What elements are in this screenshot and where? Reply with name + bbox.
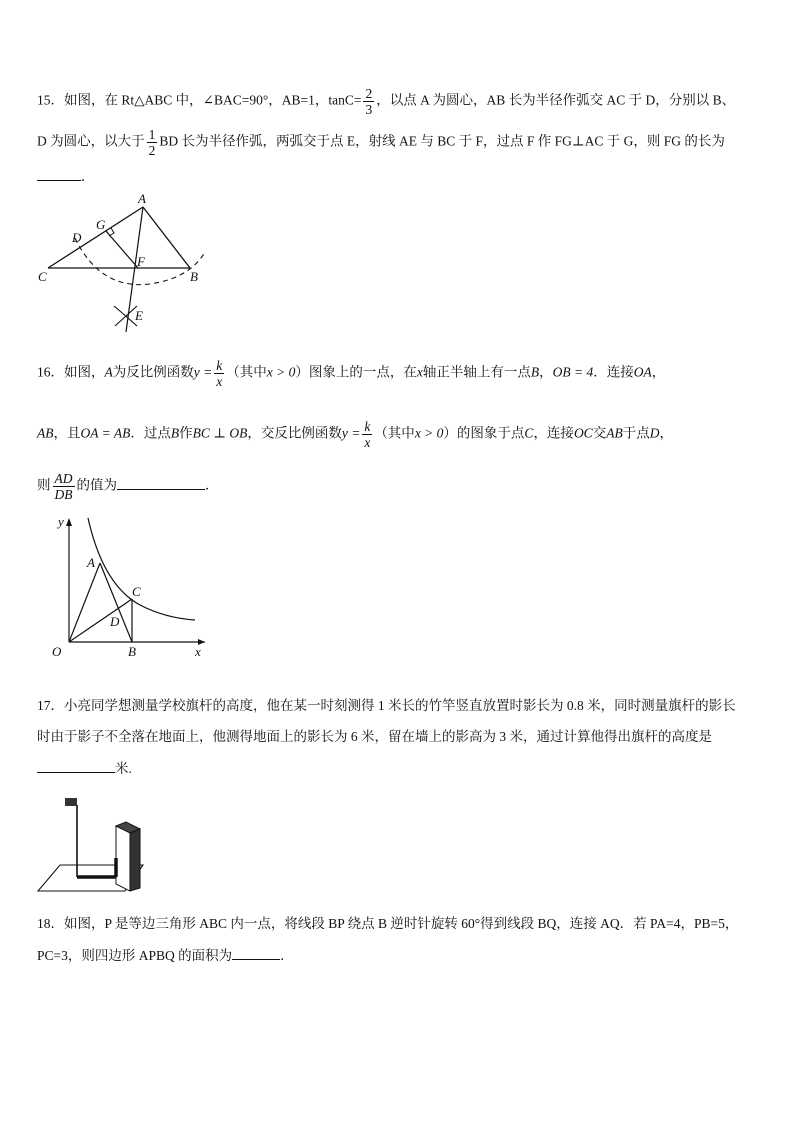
q16-text: ．过点 [130,425,171,441]
math-oa-eq-ab: OA = AB [80,425,131,441]
math-db: DB [54,487,73,502]
tan-denominator: 3 [365,102,373,117]
q16-text: ，连接 [533,425,574,441]
q18-line-1: 18．如图，P 是等边三角形 ABC 内一点，将线段 BP 绕点 B 逆时针旋转 60°得到线段 BQ，连接 AQ．若 PA=4，PB=5， [37,916,739,931]
q16-text: ，交反比例函数 [247,425,342,441]
label-x: x [195,644,201,659]
math-ab: AB [37,425,54,441]
q18-line-2 [37,945,294,966]
math-y-eq: y = [341,425,361,441]
q16-text: 的值为 [76,477,117,493]
label-g: G [96,217,106,232]
q16-text: （其中 [226,364,267,380]
q15-text: ． [81,169,95,184]
wall-front [116,826,130,891]
q16-text: ． [205,477,219,493]
q16-text: ， [659,425,673,441]
q16-text: ）图象上的一点，在 [295,364,417,380]
q16-text: 则 [37,477,51,493]
math-b: B [530,364,540,380]
label-f: F [137,254,145,269]
q16-text: ， [651,364,666,380]
math-ad: AD [54,471,73,486]
q16-text: 为反比例函数 [112,364,194,380]
math-k: k [216,358,223,373]
q16-text: （其中 [374,425,415,441]
q15-text: D 为圆心，以大于 [37,133,145,149]
label-y: y [58,514,64,529]
math-cond: x > 0 [414,425,444,441]
math-x: x [364,435,371,450]
math-d: D [649,425,660,441]
math-b: B [170,425,180,441]
q16-text: 于点 [622,425,650,441]
q15-text: ，以点 A 为圆心，AB 长为半径作弧交 AC 于 D，分别以 B、 [376,92,736,108]
label-c: C [38,269,47,284]
q16-text: 轴正半轴上有一点 [422,364,531,380]
half-denominator: 2 [148,143,156,158]
label-b: B [190,269,198,284]
math-x: x [216,374,223,389]
label-d: D [72,230,82,245]
q16-text: ）的图象于点 [443,425,525,441]
q17-text: 米. [115,761,132,776]
q17-line-1: 17．小亮同学想测量学校旗杆的高度，他在某一时刻测得 1 米长的竹竿竖直放置时影长为 0.8 米，同时测量旗杆的影长 [37,698,736,713]
math-a: A [104,364,113,380]
wall-side [130,829,140,891]
math-oa: OA [633,364,652,380]
math-oc: OC [573,425,593,441]
label-a: A [138,191,146,206]
label-b: B [128,644,136,659]
label-a: A [87,555,95,570]
label-e: E [135,308,143,323]
half-numerator: 1 [148,127,156,142]
label-o: O [52,644,62,659]
q16-text: ，且 [53,425,81,441]
math-bc-perp: BC ⊥ OB [192,425,248,441]
q18-text: ． [280,948,294,963]
math-cond: x > 0 [266,364,296,380]
label-c: C [132,584,141,599]
q16-text: ， [539,364,553,380]
math-ob: OB = 4 [552,364,594,380]
math-ab: AB [606,425,623,441]
q18-text: PC=3，则四边形 APBQ 的面积为 [37,948,233,963]
tan-numerator: 2 [365,86,373,101]
q16-text: 交 [592,425,607,441]
q16-text: 作 [179,425,193,441]
flag [65,798,77,806]
q15-text: 15．如图，在 Rt△ABC 中，∠BAC=90°，AB=1，tanC= [37,92,362,108]
q15-text: BD 长为半径作弧，两弧交于点 E，射线 AE 与 BC 于 F，过点 F 作 FG⊥AC 于 G，则 FG 的长为 [159,133,725,149]
math-x-axis: x [416,364,423,380]
math-c: C [524,425,534,441]
answer-blank[interactable] [232,945,280,960]
math-y-eq: y = [193,364,213,380]
q16-text: 16．如图， [37,364,105,380]
q17-line-2: 时由于影子不全落在地面上，他测得地面上的影长为 6 米，留在墙上的影高为 3 米，通过计算他得出旗杆的高度是 [37,729,712,744]
q16-text: ．连接 [593,364,634,380]
label-d: D [110,614,120,629]
math-k: k [364,419,371,434]
